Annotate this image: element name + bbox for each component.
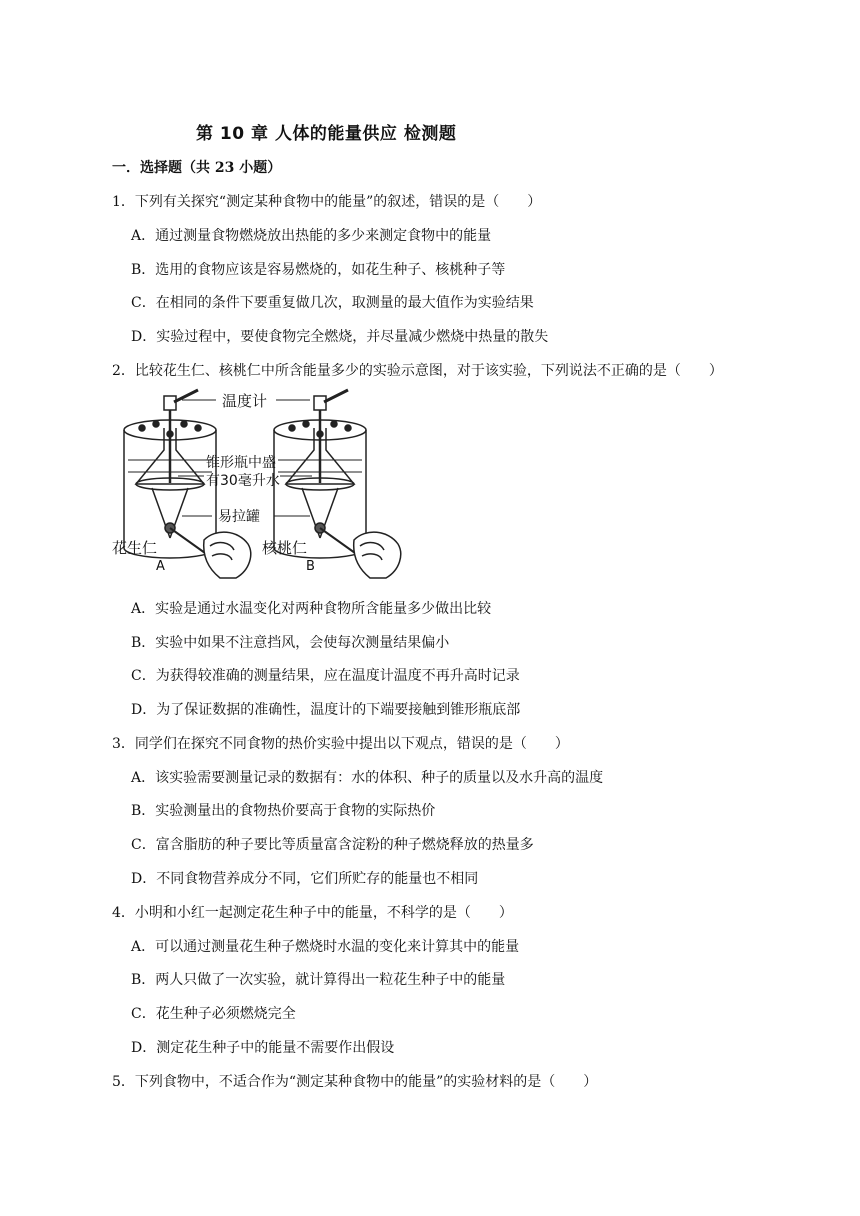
can-label: 易拉罐: [218, 509, 260, 525]
question-3-option-d[interactable]: D．不同食物营养成分不同，它们所贮存的能量也不相同: [131, 871, 479, 887]
question-3-option-c[interactable]: C．富含脂肪的种子要比等质量富含淀粉的种子燃烧释放的热量多: [131, 837, 534, 853]
section-heading: 一．选择题（共 23 小题）: [112, 160, 282, 176]
apparatus-b: [274, 390, 366, 558]
question-1-option-a[interactable]: A．通过测量食物燃烧放出热能的多少来测定食物中的能量: [131, 228, 492, 244]
flask-label-line2: 有30毫升水: [206, 473, 280, 489]
apparatus-a: [124, 390, 216, 558]
question-1-option-c[interactable]: C．在相同的条件下要重复做几次，取测量的最大值作为实验结果: [131, 295, 534, 311]
letter-a: A: [156, 559, 165, 574]
peanut-label: 花生仁: [112, 539, 158, 557]
question-1-option-d[interactable]: D．实验过程中，要使食物完全燃烧，并尽量减少燃烧中热量的散失: [131, 329, 549, 345]
question-5-stem: 5．下列食物中，不适合作为“测定某种食物中的能量”的实验材料的是（ ）: [112, 1074, 598, 1090]
thermometer-label: 温度计: [222, 392, 268, 410]
question-1-stem: 1．下列有关探究“测定某种食物中的能量”的叙述，错误的是（ ）: [112, 194, 542, 210]
question-2-option-d[interactable]: D．为了保证数据的准确性，温度计的下端要接触到锥形瓶底部: [131, 702, 521, 718]
question-2-option-c[interactable]: C．为获得较准确的测量结果，应在温度计温度不再升高时记录: [131, 668, 520, 684]
question-3-stem: 3．同学们在探究不同食物的热价实验中提出以下观点，错误的是（ ）: [112, 736, 569, 752]
experiment-figure: [112, 388, 532, 588]
question-3-option-a[interactable]: A．该实验需要测量记录的数据有：水的体积、种子的质量以及水升高的温度: [131, 770, 604, 786]
flask-label-line1: 锥形瓶中盛: [206, 455, 276, 471]
question-3-option-b[interactable]: B．实验测量出的食物热价要高于食物的实际热价: [131, 803, 436, 819]
walnut-label: 核桃仁: [262, 539, 308, 557]
question-4-option-a[interactable]: A．可以通过测量花生种子燃烧时水温的变化来计算其中的能量: [131, 939, 520, 955]
question-2-option-a[interactable]: A．实验是通过水温变化对两种食物所含能量多少做出比较: [131, 601, 492, 617]
question-4-option-c[interactable]: C．花生种子必须燃烧完全: [131, 1006, 296, 1022]
question-2-option-b[interactable]: B．实验中如果不注意挡风，会使每次测量结果偏小: [131, 635, 450, 651]
question-1-option-b[interactable]: B．选用的食物应该是容易燃烧的，如花生种子、核桃种子等: [131, 262, 506, 278]
letter-b: B: [306, 559, 315, 574]
question-2-stem: 2．比较花生仁、核桃仁中所含能量多少的实验示意图，对于该实验，下列说法不正确的是（ ）: [112, 363, 723, 379]
question-4-option-b[interactable]: B．两人只做了一次实验，就计算得出一粒花生种子中的能量: [131, 972, 506, 988]
question-4-stem: 4．小明和小红一起测定花生种子中的能量，不科学的是（ ）: [112, 905, 513, 921]
page-title: 第 10 章 人体的能量供应 检测题: [196, 124, 457, 144]
question-4-option-d[interactable]: D．测定花生种子中的能量不需要作出假设: [131, 1040, 395, 1056]
